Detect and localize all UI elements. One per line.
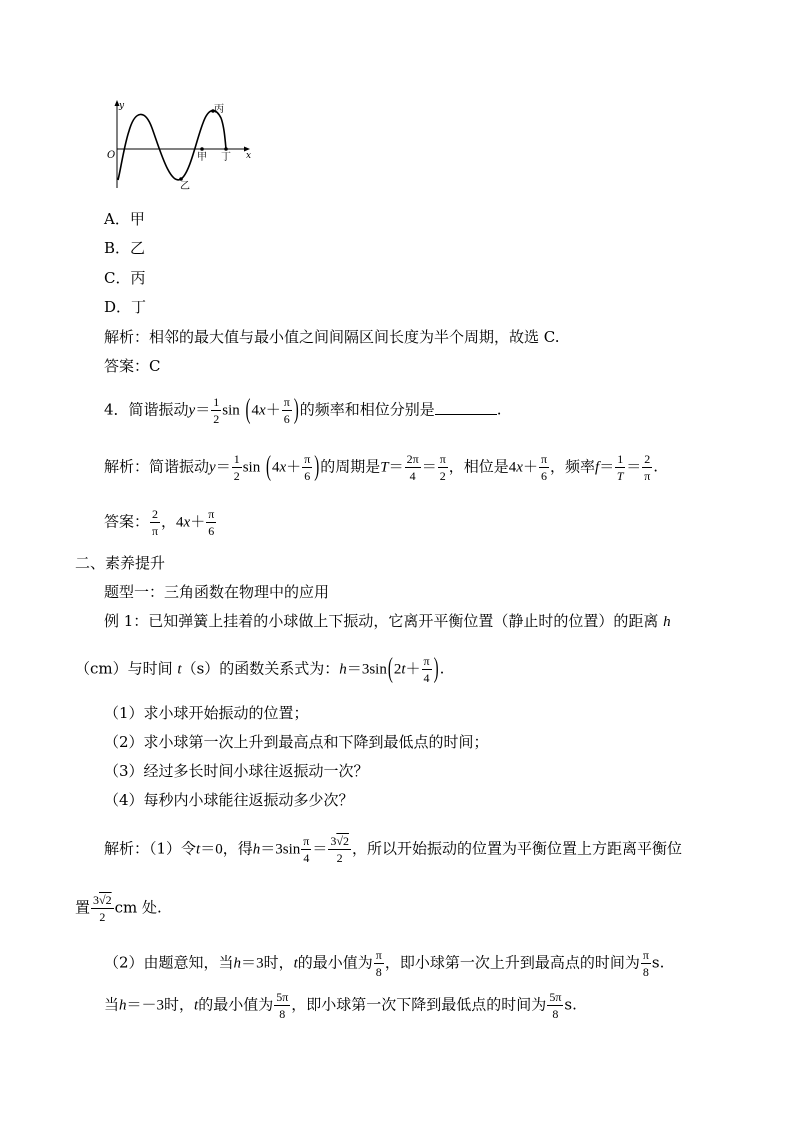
wave-curve (118, 111, 226, 180)
question-3: （3）经过多长时间小球往返振动一次？ (104, 762, 369, 780)
label-jia: 甲 (197, 152, 207, 163)
solution-2-line-1: （2）由题意知，当h＝3时，t的最小值为 $\frac{\pi}{8}$ ，即小球第一次上升到最高点的时间为 $\frac{\pi}{8}$ s. (104, 948, 665, 979)
wave-graph (100, 96, 260, 192)
type1-title: 题型一：三角函数在物理中的应用 (104, 583, 330, 601)
point-jia (200, 147, 204, 151)
q4-prefix: 4．简谐振动 (104, 400, 189, 419)
label-bing: 丙 (214, 104, 224, 115)
axis-x-label: x (246, 151, 252, 161)
q3-answer: 答案：C (104, 357, 161, 375)
q4-line: 4．简谐振动y＝ $\frac{1}{2}$ sin (4x＋ $\frac{\pi}{6}$ )的频率和相位分别是 . (104, 394, 502, 426)
option-c: C．丙 (104, 269, 146, 287)
label-ding: 丁 (221, 152, 231, 163)
q3-analysis: 解析：相邻的最大值与最小值之间间隔区间长度为半个周期，故选 C. (104, 328, 560, 346)
solution-1-line-1: 解析：（1）令t＝0，得h＝3sin $\frac{\pi}{4}$ ＝ $\frac{3√2}{2}$ ，所以开始振动的位置为平衡位置上方距离平衡位 (104, 834, 682, 865)
origin-label: O (107, 150, 116, 161)
question-1: （1）求小球开始振动的位置； (104, 704, 309, 722)
point-ding (224, 147, 228, 151)
solution-1-line-2: 置 $\frac{3√2}{2}$ cm 处. (75, 893, 162, 924)
option-b: B．乙 (104, 239, 146, 257)
option-d: D．丁 (104, 298, 147, 316)
q4-analysis: 解析：简谐振动y＝ $\frac{1}{2}$ sin (4x＋ $\frac{\pi}{6}$ )的周期是T＝ $\frac{2\pi}{4}$ ＝ $\frac{\pi}{2}$ ，相位是4x＋ $\frac{\pi}{6}$ ，频率f＝ $\frac{1}{T}$ ＝ $\frac{2}{\pi}$ . (104, 451, 659, 483)
question-4: （4）每秒内小球能往返振动多少次？ (104, 791, 354, 809)
section-title: 二、素养提升 (75, 554, 166, 572)
answer-blank (435, 400, 497, 415)
option-a: A．甲 (104, 210, 145, 228)
example-line-2: （cm）与时间 t（s）的函数关系式为：h＝3sin(2t＋ $\frac{\pi}{4}$ ). (75, 653, 445, 685)
example-line-1: 例 1：已知弹簧上挂着的小球做上下振动，它离开平衡位置（静止时的位置）的距离 h (104, 612, 671, 630)
axis-y-label: y (119, 101, 125, 111)
label-yi: 乙 (180, 181, 190, 192)
solution-2-line-2: 当h＝－3时，t的最小值为 $\frac{5\pi}{8}$ ，即小球第一次下降到最低点的时间为 $\frac{5\pi}{8}$ s. (104, 990, 577, 1021)
q4-answer: 答案： $\frac{2}{\pi}$ ，4x＋ $\frac{\pi}{6}$ (104, 507, 215, 538)
q4-suffix: 的频率和相位分别是 (299, 400, 435, 419)
question-2: （2）求小球第一次上升到最高点和下降到最低点的时间； (104, 733, 489, 751)
